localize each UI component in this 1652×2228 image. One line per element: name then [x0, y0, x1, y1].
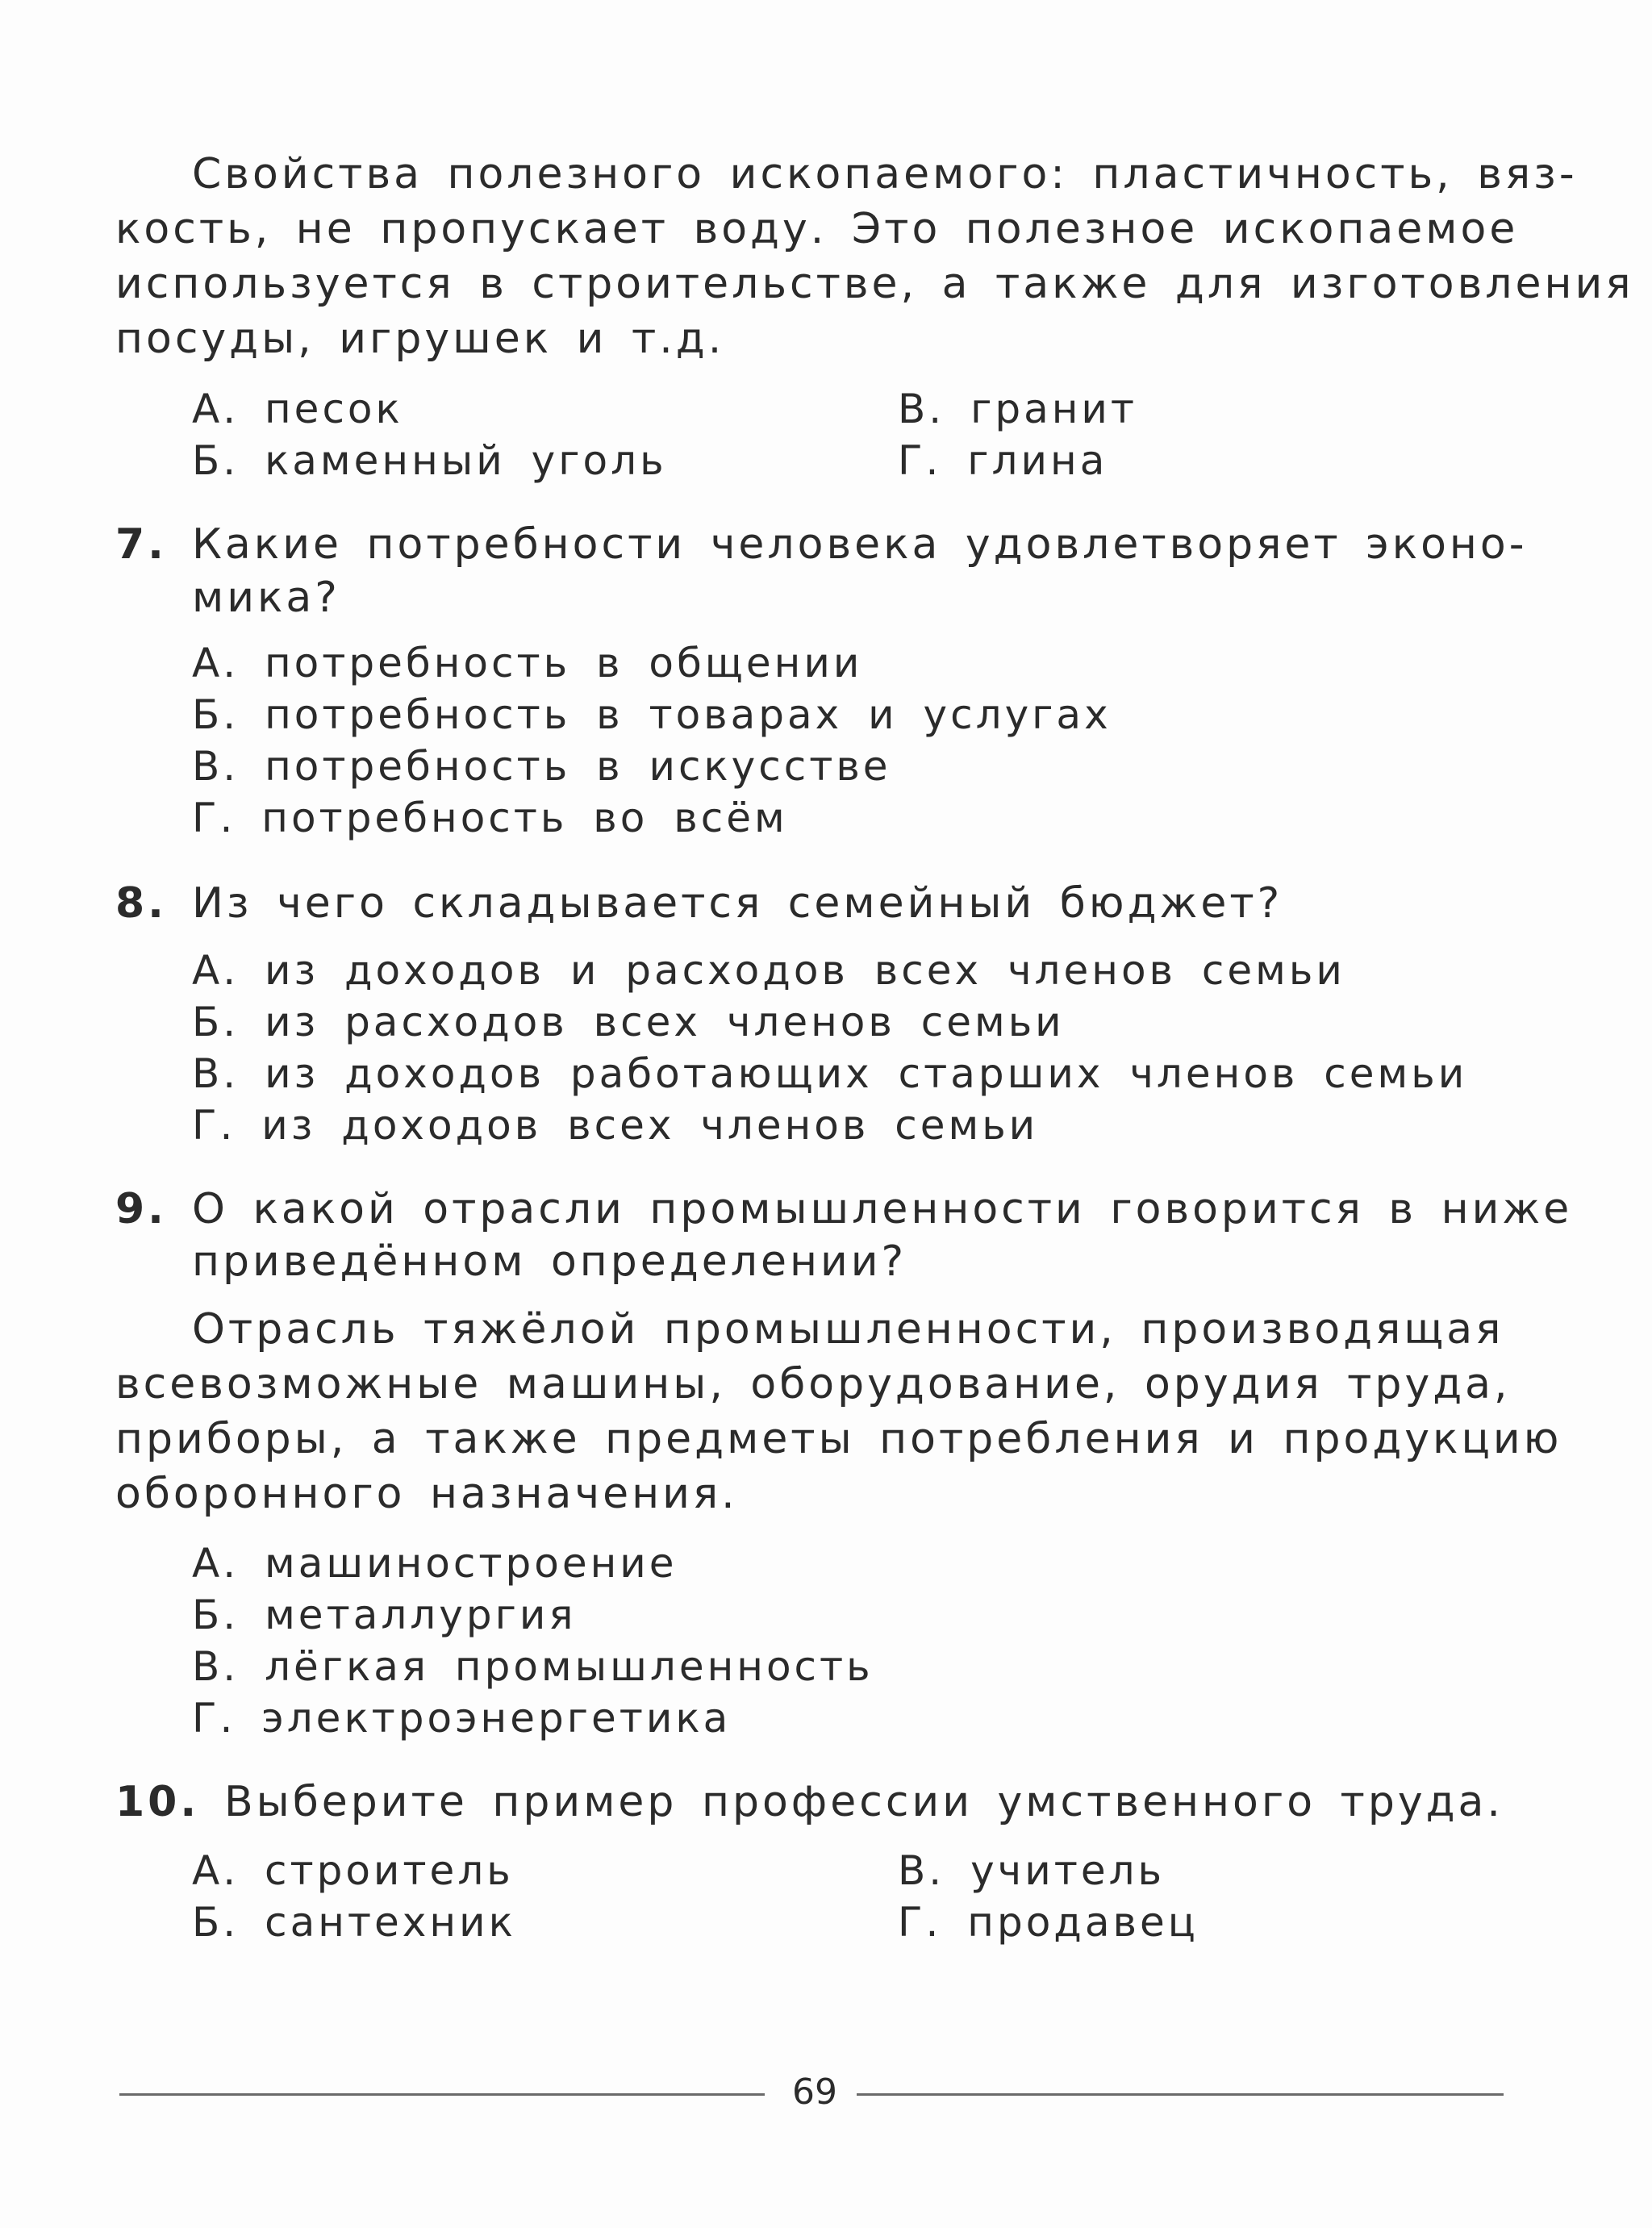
q8-option-b: Б. из расходов всех членов семьи — [192, 999, 1065, 1045]
q9-text-line: О какой отрасли промышленности говорится в ниже — [192, 1185, 1573, 1233]
q9-option-b: Б. металлургия — [192, 1592, 577, 1638]
q9-definition-line: Отрасль тяжёлой промышленности, производящая — [192, 1305, 1504, 1354]
q10-text-line: Выберите пример профессии умственного труда. — [224, 1778, 1504, 1826]
q10-option-a: А. строитель — [192, 1847, 514, 1894]
q8-option-v: В. из доходов работающих старших членов семьи — [192, 1050, 1468, 1097]
q6-option-g: Г. глина — [898, 437, 1108, 484]
q7-text-line: Какие потребности человека удовлетворяет эконо- — [192, 520, 1528, 569]
q8-number: 8. — [115, 879, 167, 928]
q7-option-b: Б. потребность в товарах и услугах — [192, 691, 1112, 738]
q9-text-line: приведённом определении? — [192, 1237, 907, 1286]
q7-option-v: В. потребность в искусстве — [192, 743, 891, 790]
q9-number: 9. — [115, 1185, 167, 1233]
q8-option-g: Г. из доходов всех членов семьи — [192, 1102, 1039, 1149]
q7-option-a: А. потребность в общении — [192, 640, 863, 686]
q10-number: 10. — [115, 1778, 200, 1826]
q10-option-v: В. учитель — [898, 1847, 1166, 1894]
q6-text-line: кость, не пропускает воду. Это полезное ископаемое — [115, 205, 1519, 253]
q8-text-line: Из чего складывается семейный бюджет? — [192, 879, 1283, 928]
footer-rule-right — [857, 2093, 1504, 2096]
q9-definition-line: приборы, а также предметы потребления и продукцию — [115, 1415, 1562, 1463]
q9-definition-line: всевозможные машины, оборудование, орудия труда, — [115, 1360, 1511, 1408]
q7-text-line: мика? — [192, 574, 340, 622]
q6-option-v: В. гранит — [898, 386, 1138, 432]
q10-option-g: Г. продавец — [898, 1899, 1199, 1946]
q9-definition-line: оборонного назначения. — [115, 1470, 738, 1518]
q6-text-line: используется в строительстве, а также для изготовления — [115, 260, 1634, 308]
q6-text-line: посуды, игрушек и т.д. — [115, 315, 725, 363]
q10-option-b: Б. сантехник — [192, 1899, 516, 1946]
q6-option-a: А. песок — [192, 386, 403, 432]
q6-option-b: Б. каменный уголь — [192, 437, 667, 484]
footer-rule-left — [119, 2093, 765, 2096]
q9-option-a: А. машиностроение — [192, 1540, 678, 1587]
q7-option-g: Г. потребность во всём — [192, 795, 788, 841]
page-number: 69 — [792, 2072, 837, 2113]
q9-option-v: В. лёгкая промышленность — [192, 1643, 874, 1690]
q6-text-line: Свойства полезного ископаемого: пластичность, вяз- — [192, 150, 1578, 198]
q8-option-a: А. из доходов и расходов всех членов семьи — [192, 947, 1345, 994]
q7-number: 7. — [115, 520, 167, 569]
q9-option-g: Г. электроэнергетика — [192, 1695, 732, 1742]
